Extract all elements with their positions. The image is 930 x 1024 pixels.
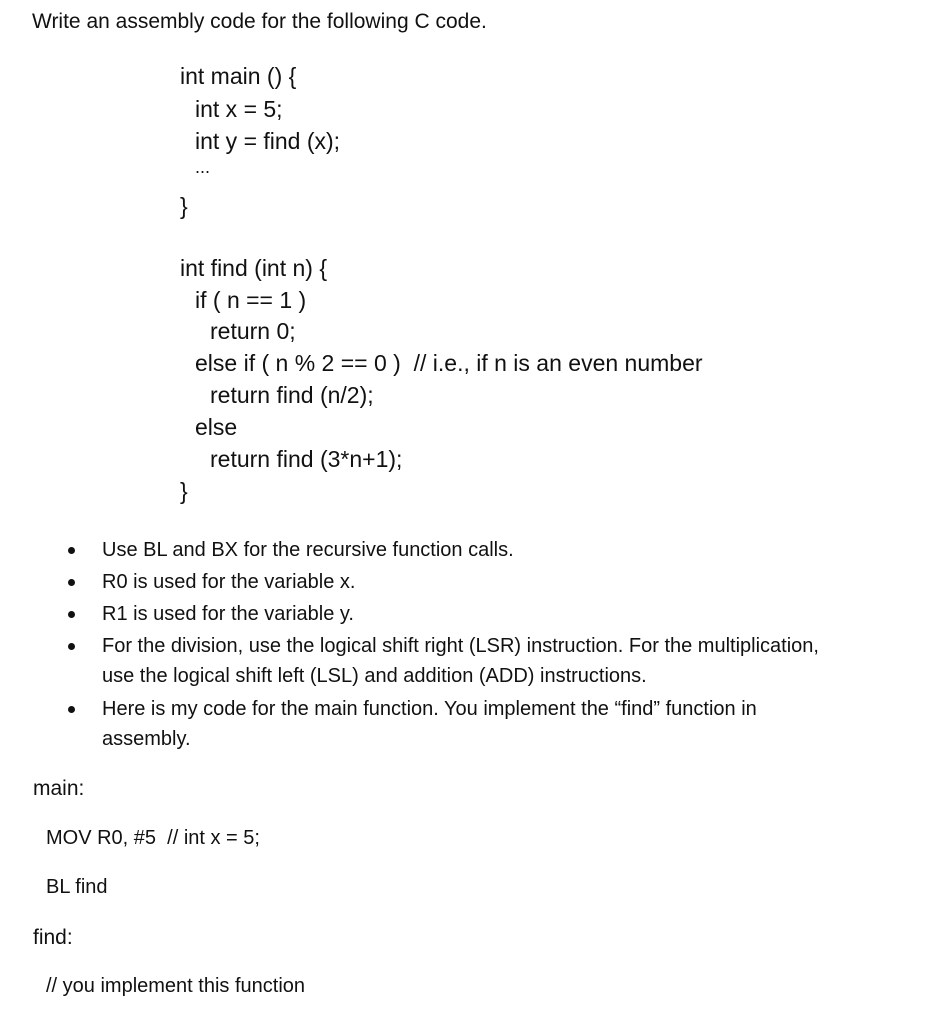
code-line-return-half: return find (n/2); bbox=[210, 382, 374, 408]
bullet-dot bbox=[68, 547, 75, 554]
code-line-return-0: return 0; bbox=[210, 318, 296, 344]
code-line-ellipsis: ... bbox=[195, 157, 211, 177]
find-label: find: bbox=[33, 926, 73, 949]
bullet-text: Use BL and BX for the recursive function calls. bbox=[102, 539, 514, 561]
bullet-dot bbox=[68, 706, 75, 713]
code-line-else-if: else if ( n % 2 == 0 ) // i.e., if n is an even number bbox=[195, 350, 703, 376]
bullet-text-continued: assembly. bbox=[102, 728, 191, 750]
code-line-main-close: } bbox=[180, 193, 188, 219]
main-label: main: bbox=[33, 777, 85, 800]
code-line-if: if ( n == 1 ) bbox=[195, 287, 307, 313]
bullet-text: R0 is used for the variable x. bbox=[102, 571, 356, 593]
bullet-dot bbox=[68, 579, 75, 586]
code-line-find-close: } bbox=[180, 478, 188, 504]
bullet-dot bbox=[68, 611, 75, 618]
code-line-else: else bbox=[195, 414, 238, 440]
code-line-int-y: int y = find (x); bbox=[195, 128, 341, 154]
code-line-int-x: int x = 5; bbox=[195, 96, 283, 122]
bullet-dot bbox=[68, 643, 75, 650]
bullet-text: For the division, use the logical shift right (LSR) instruction. For the multiplication, bbox=[102, 635, 819, 657]
code-line-return-triple: return find (3*n+1); bbox=[210, 446, 403, 472]
code-line-find-signature: int find (int n) { bbox=[180, 255, 328, 281]
bullet-text: R1 is used for the variable y. bbox=[102, 603, 354, 625]
bullet-text: Here is my code for the main function. You implement the “find” function in bbox=[102, 698, 757, 720]
asm-mov-line: MOV R0, #5 // int x = 5; bbox=[46, 827, 260, 849]
bullet-text-continued: use the logical shift left (LSL) and addition (ADD) instructions. bbox=[102, 665, 647, 687]
asm-comment-line: // you implement this function bbox=[46, 975, 306, 997]
code-line-main-signature: int main () { bbox=[180, 63, 297, 89]
problem-title: Write an assembly code for the following C code. bbox=[32, 10, 487, 33]
asm-bl-line: BL find bbox=[46, 876, 108, 898]
